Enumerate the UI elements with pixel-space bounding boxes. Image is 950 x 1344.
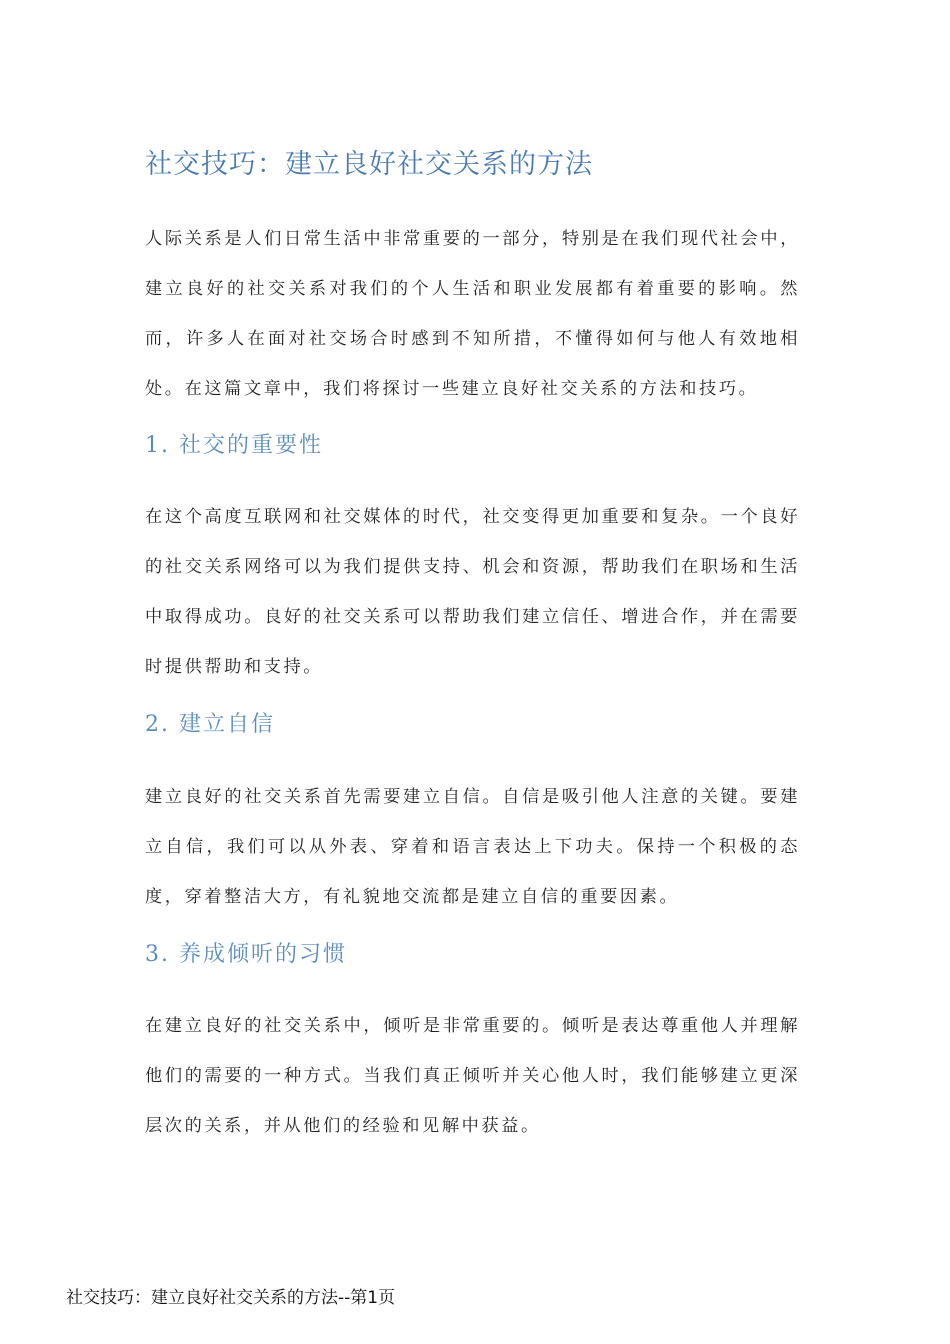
section-body-confidence: 建立良好的社交关系首先需要建立自信。自信是吸引他人注意的关键。要建立自信，我们可以从外表、穿着和语言表达上下功夫。保持一个积极的态度，穿着整洁大方，有礼貌地交流都是建立自信的重要因素。 [145, 787, 800, 907]
section-heading-listening: 3. 养成倾听的习惯 [145, 942, 347, 967]
section-body-listening: 在建立良好的社交关系中，倾听是非常重要的。倾听是表达尊重他人并理解他们的需要的一种方式。当我们真正倾听并关心他人时，我们能够建立更深层次的关系，并从他们的经验和见解中获益。 [145, 1016, 800, 1136]
page-footer: 社交技巧：建立良好社交关系的方法--第1页 [66, 1288, 396, 1308]
section-heading-confidence: 2. 建立自信 [145, 712, 275, 737]
document-title: 社交技巧：建立良好社交关系的方法 [145, 149, 593, 180]
section-heading-importance: 1. 社交的重要性 [145, 433, 323, 458]
section-body-importance: 在这个高度互联网和社交媒体的时代，社交变得更加重要和复杂。一个良好的社交关系网络可以为我们提供支持、机会和资源，帮助我们在职场和生活中取得成功。良好的社交关系可以帮助我们建立信任、增进合作，并在需要时提供帮助和支持。 [145, 507, 800, 677]
intro-paragraph: 人际关系是人们日常生活中非常重要的一部分，特别是在我们现代社会中，建立良好的社交关系对我们的个人生活和职业发展都有着重要的影响。然而，许多人在面对社交场合时感到不知所措，不懂得如何与他人有效地相处。在这篇文章中，我们将探讨一些建立良好社交关系的方法和技巧。 [145, 229, 800, 399]
